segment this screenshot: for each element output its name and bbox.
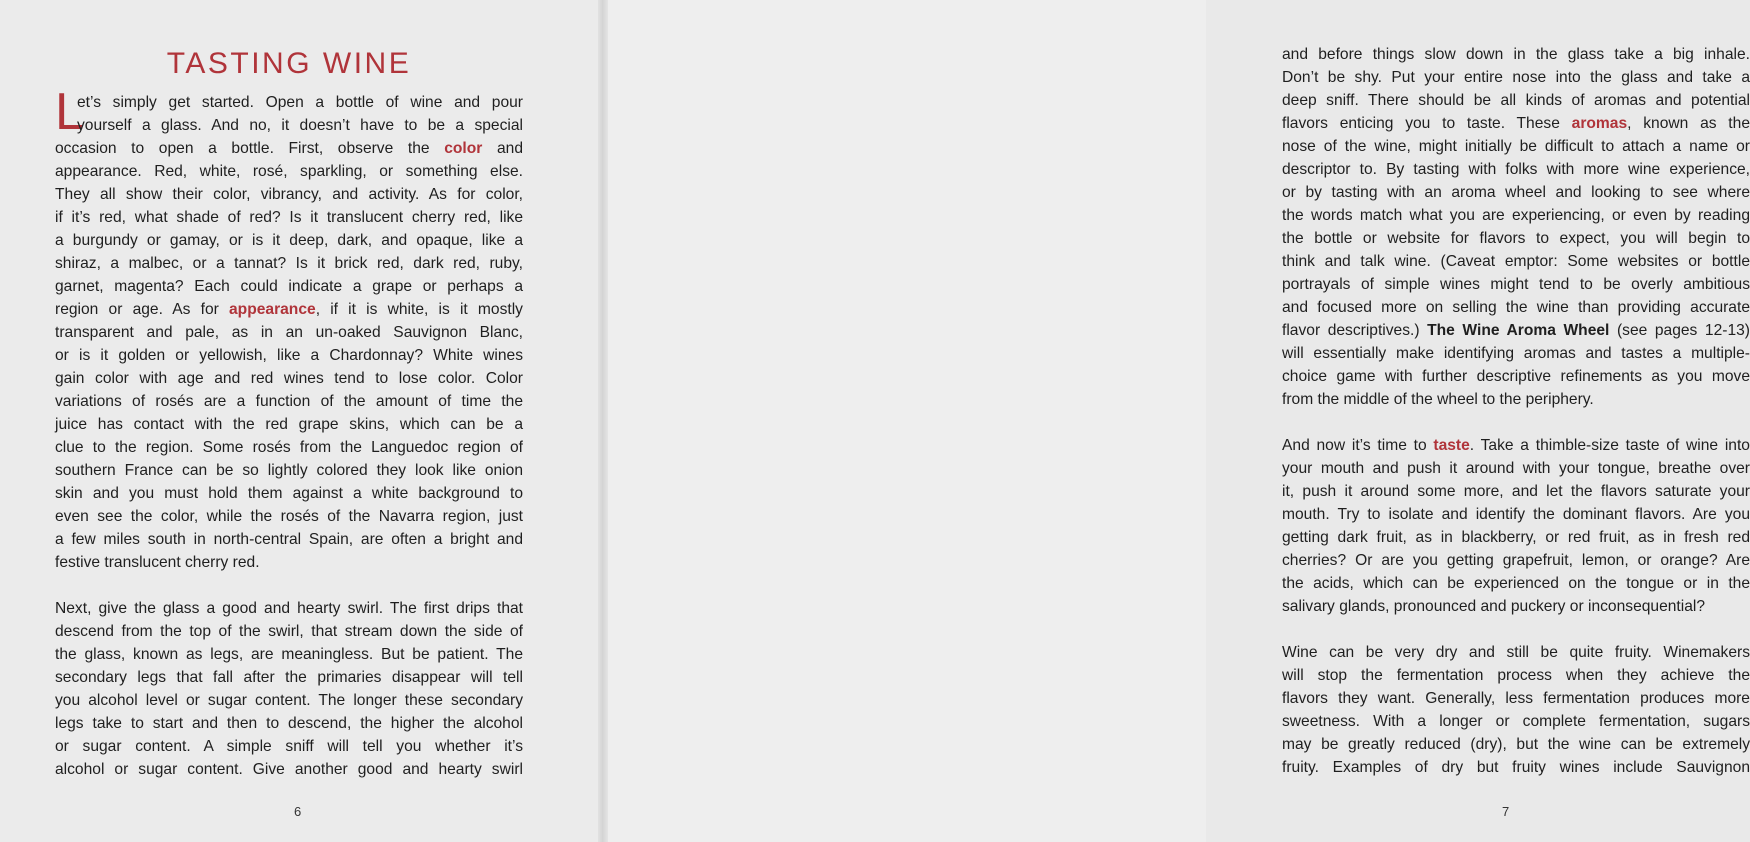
text-line: [1282, 595, 1750, 618]
text-line: [1282, 365, 1750, 388]
text-line: [1282, 572, 1750, 595]
text-segment: legs take to start and then to descend, the higher the alcohol: [55, 715, 523, 732]
text-line: [1282, 434, 1750, 457]
text-segment: may be greatly reduced (dry), but the wine can be extremely: [1282, 736, 1750, 753]
text-segment: descend from the top of the swirl, that stream down the side of: [55, 623, 523, 640]
highlighted-term: color: [444, 140, 483, 157]
text-line: [1282, 733, 1750, 756]
text-line: [55, 183, 523, 206]
text-segment: deep sniff. There should be all kinds of aromas and potential: [1282, 92, 1750, 109]
text-line: [1282, 112, 1750, 135]
text-line: [1282, 664, 1750, 687]
text-line: [1282, 710, 1750, 733]
text-line: [55, 436, 523, 459]
text-line: [1282, 503, 1750, 526]
text-line: [55, 459, 523, 482]
bold-reference: The Wine Aroma Wheel: [1427, 322, 1610, 339]
text-segment: or sugar content. A simple sniff will tell you whether it’s: [55, 738, 523, 755]
page-number-left: 6: [294, 804, 302, 819]
text-segment: the bottle or website for flavors to expect, you will begin to: [1282, 230, 1750, 247]
text-segment: sweetness. With a longer or complete fermentation, sugars: [1282, 713, 1750, 730]
text-line: [1282, 204, 1750, 227]
text-line: [55, 551, 523, 574]
text-segment: descriptor to. By tasting with folks with more wine experience,: [1282, 161, 1750, 178]
text-line: [1282, 66, 1750, 89]
text-segment: and focused more on selling the wine than providing accurate: [1282, 299, 1750, 316]
text-segment: gain color with age and red wines tend to lose color. Color: [55, 370, 523, 387]
text-line: [55, 390, 523, 413]
text-segment: even see the color, while the rosés of the Navarra region, just: [55, 508, 523, 525]
text-segment: Don’t be shy. Put your entire nose into the glass and take a: [1282, 69, 1750, 86]
text-segment: or is it golden or yellowish, like a Chardonnay? White wines: [55, 347, 523, 364]
text-line: [1282, 457, 1750, 480]
text-line: [1282, 342, 1750, 365]
text-line: [55, 597, 523, 620]
text-line: [55, 643, 523, 666]
text-line: [1282, 181, 1750, 204]
text-line: [1282, 296, 1750, 319]
text-segment: nose of the wine, might initially be difficult to attach a name or: [1282, 138, 1750, 155]
text-line: [55, 275, 523, 298]
text-line: [55, 367, 523, 390]
text-line: [1282, 273, 1750, 296]
text-line: [1282, 756, 1750, 779]
text-segment: salivary glands, pronounced and puckery or inconsequential?: [1282, 598, 1706, 615]
text-segment: occasion to open a bottle. First, observe the: [55, 140, 445, 157]
right-body-text: [1282, 43, 1750, 779]
chapter-title: TASTING WINE: [166, 47, 412, 80]
text-line: [55, 91, 523, 114]
text-line: [1282, 43, 1750, 66]
text-segment: They all show their color, vibrancy, and activity. As for color,: [55, 186, 523, 203]
text-segment: region or age. As for: [55, 301, 229, 318]
text-segment: skin and you must hold them against a white background to: [55, 485, 523, 502]
text-line: [1282, 480, 1750, 503]
text-line: [55, 344, 523, 367]
text-segment: appearance. Red, white, rosé, sparkling, or something else.: [55, 163, 523, 180]
text-line: [1282, 250, 1750, 273]
text-line: [55, 482, 523, 505]
left-page: [0, 0, 603, 842]
drop-cap: L: [55, 83, 84, 141]
text-segment: flavors they want. Generally, less fermentation produces more: [1282, 690, 1750, 707]
text-segment: it, push it around some more, and let the flavors saturate your: [1282, 483, 1750, 500]
text-line: [1282, 526, 1750, 549]
text-segment: yourself a glass. And no, it doesn’t have to be a special: [77, 117, 523, 134]
paragraph-break: [55, 574, 523, 597]
text-line: [55, 321, 523, 344]
text-segment: flavor descriptives.): [1282, 322, 1428, 339]
text-segment: choice game with further descriptive refinements as you move: [1282, 368, 1750, 385]
text-segment: will essentially make identifying aromas and tastes a multiple-: [1282, 345, 1750, 362]
text-segment: or by tasting with an aroma wheel and looking to see where: [1282, 184, 1750, 201]
text-line: [1282, 641, 1750, 664]
text-segment: portrayals of simple wines might tend to be overly ambitious: [1282, 276, 1750, 293]
text-line: [1282, 388, 1750, 411]
text-line: [1282, 158, 1750, 181]
text-line: [55, 298, 523, 321]
text-segment: variations of rosés are a function of the amount of time the: [55, 393, 523, 410]
text-segment: getting dark fruit, as in blackberry, or red fruit, as in fresh red: [1282, 529, 1750, 546]
text-line: [55, 689, 523, 712]
text-line: [55, 666, 523, 689]
text-segment: garnet, magenta? Each could indicate a grape or perhaps a: [55, 278, 523, 295]
text-line: [55, 229, 523, 252]
text-segment: (see pages 12-13): [1609, 322, 1750, 339]
text-line: [55, 252, 523, 275]
text-segment: . Take a thimble-size taste of wine into: [1469, 437, 1750, 454]
text-line: [55, 620, 523, 643]
left-body-text: [55, 83, 523, 781]
text-segment: And now it’s time to: [1282, 437, 1434, 454]
text-segment: Wine can be very dry and still be quite fruity. Winemakers: [1282, 644, 1750, 661]
text-line: [1282, 319, 1750, 342]
text-segment: your mouth and push it around with your tongue, breathe over: [1282, 460, 1750, 477]
paragraph-break: [1282, 411, 1750, 434]
text-segment: cherries? Or are you getting grapefruit, lemon, or orange? Are: [1282, 552, 1750, 569]
text-segment: the words match what you are experiencing, or even by reading: [1282, 207, 1750, 224]
text-line: [1282, 549, 1750, 572]
text-segment: et’s simply get started. Open a bottle of wine and pour: [77, 94, 523, 111]
text-segment: mouth. Try to isolate and identify the dominant flavors. Are you: [1282, 506, 1750, 523]
page-number-right: 7: [1502, 804, 1510, 819]
paragraph-break: [1282, 618, 1750, 641]
text-line: [1282, 687, 1750, 710]
text-line: [55, 712, 523, 735]
text-line: [55, 758, 523, 781]
text-segment: festive translucent cherry red.: [55, 554, 260, 571]
text-line: [55, 413, 523, 436]
text-line: [55, 137, 523, 160]
text-segment: a burgundy or gamay, or is it deep, dark, and opaque, like a: [55, 232, 523, 249]
text-segment: if it’s red, what shade of red? Is it translucent cherry red, like: [55, 209, 523, 226]
text-line: [1282, 89, 1750, 112]
text-segment: and: [482, 140, 523, 157]
text-segment: secondary legs that fall after the primaries disappear will tell: [55, 669, 523, 686]
text-segment: will stop the fermentation process when they achieve the: [1282, 667, 1750, 684]
text-segment: , if it is white, is it mostly: [315, 301, 523, 318]
text-segment: clue to the region. Some rosés from the Languedoc region of: [55, 439, 523, 456]
text-segment: you alcohol level or sugar content. The longer these secondary: [55, 692, 523, 709]
text-line: [1282, 227, 1750, 250]
text-segment: think and talk wine. (Caveat emptor: Some websites or bottle: [1282, 253, 1750, 270]
text-segment: from the middle of the wheel to the periphery.: [1282, 391, 1594, 408]
text-segment: and before things slow down in the glass take a big inhale.: [1282, 46, 1750, 63]
text-segment: the glass, known as legs, are meaningless. But be patient. The: [55, 646, 523, 663]
text-segment: transparent and pale, as in an un-oaked Sauvignon Blanc,: [55, 324, 523, 341]
highlighted-term: taste: [1433, 437, 1470, 454]
text-line: [55, 505, 523, 528]
text-line: [55, 114, 523, 137]
text-line: [55, 206, 523, 229]
text-line: [55, 528, 523, 551]
text-line: [55, 735, 523, 758]
text-segment: juice has contact with the red grape skins, which can be a: [55, 416, 523, 433]
text-segment: , known as the: [1627, 115, 1750, 132]
highlighted-term: appearance: [229, 301, 316, 318]
highlighted-term: aromas: [1571, 115, 1628, 132]
text-line: [1282, 135, 1750, 158]
text-line: [55, 160, 523, 183]
text-segment: a few miles south in north-central Spain, are often a bright and: [55, 531, 523, 548]
text-segment: the acids, which can be experienced on the tongue or in the: [1282, 575, 1750, 592]
text-segment: flavors enticing you to taste. These: [1282, 115, 1572, 132]
text-segment: Next, give the glass a good and hearty swirl. The first drips that: [55, 600, 523, 617]
right-page: [603, 0, 1750, 842]
text-segment: fruity. Examples of dry but fruity wines include Sauvignon: [1282, 759, 1750, 776]
text-segment: southern France can be so lightly colored they look like onion: [55, 462, 523, 479]
text-segment: alcohol or sugar content. Give another good and hearty swirl: [55, 761, 523, 778]
book-gutter: [598, 0, 608, 842]
text-segment: shiraz, a malbec, or a tannat? Is it brick red, dark red, ruby,: [55, 255, 523, 272]
